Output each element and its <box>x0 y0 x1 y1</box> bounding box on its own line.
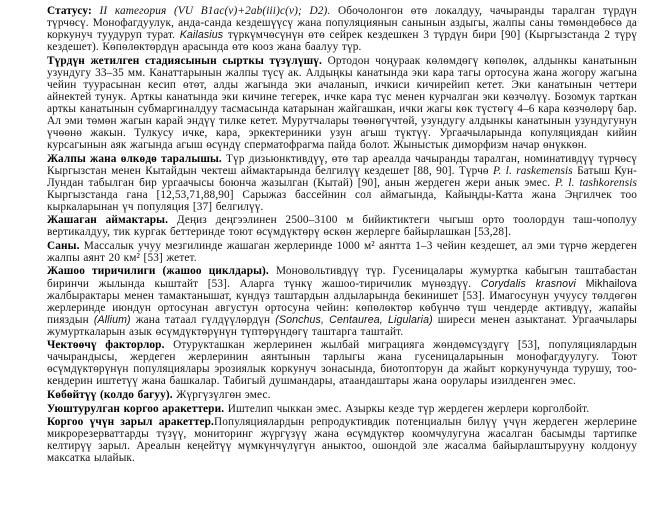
text-segment: Деңиз деңгээлинен 2500–3100 м бийиктиктеги чыгыш орто тоолордун таш-чополуу вертикалдуу, тик кургак беттеринде тоют өсүмдүктөрү өскөн жерлерге байырлашкан [53,28]. <box>47 214 637 239</box>
text-segment: Жүргүзүлгөн эмес. <box>172 388 271 401</box>
paragraph <box>47 403 637 415</box>
section-heading: Жалпы жана өлкөдө таралышы. <box>47 152 222 165</box>
text-segment: Популяциялардын репродуктивдик потенциалын билүү үчүн жердеген жерлерине микрорезерваттарды түзүү, мониторинг жүргүзүү жана өсүмдүктөр коомчулугуна жасалган басымды тартипке келтирүү зарыл. Ареалын кеңейтүү мүмкүнчүлүгүн аныктоо, ошондой эле жасалма байырлаштырууну колдонуу максатка ылайык. <box>47 416 638 465</box>
paragraph <box>47 214 637 238</box>
text-segment: Отурукташкан жерлеринен жылбай миграцияга жөндөмсүздүгү [53], популяциялардын чачырандысы, жердеген жерлеринин аянтынын тарлыгы жана гусеницаларынын монофагдуулугу. Тоют өсүмдүктөрүнүн популяциялары эрозиялык коркунуч зонасында, биотопторун да жайыт коркунучунда турушу, тоо-кендерин иштетүү жана башкалар. Табигый душмандары, атаандаштары жана оорулары изилденген эмес. <box>47 339 637 388</box>
section-heading: Жашоо тиричилиги (жашоо циклдары). <box>47 265 269 278</box>
text-segment: Түр дизьюнктивдүү, өтө тар ареалда чачыранды таралган, номинативдүү түрчөсү Кыргызстан менен Кытайдын чектеш аймактарында белгилүү кездешет [88, 90]. Түрчө <box>47 152 637 177</box>
paragraph <box>47 265 637 337</box>
section-heading: Уюштурулган коргоо аракеттери. <box>47 402 225 415</box>
text-segment: Батыш Кун-Лундан табылган бир ургаачысы боюнча жазылган (Кытай) [90], анын жердеген жери анык эмес. <box>47 164 638 189</box>
section-heading: Саны. <box>47 239 80 252</box>
paragraph <box>47 153 637 213</box>
section-heading: Көбөйтүү (колдо багуу). <box>47 388 173 401</box>
text-segment: Иштелип чыккан эмес. Азыркы кезде түр жердеген жерлери корголбойт. <box>224 402 590 415</box>
text-segment: жалбырактары менен тамактанышат, күндүз таштардын алдыларында бекинишет [53]. Имагосунун учуусу төлдөгөн жерлеринде июндун ортосунан августун ортосуна чейин: көпөлөктөр көбүнчө түш чендерде активдүү, жапайы пияздын <box>47 289 637 326</box>
text-segment: (Sonchus, Centaurea, Ligularia) <box>275 313 433 326</box>
text-segment: ширеси менен азыктанат. Ургаачылары жумурткаларын азык өсүмдүктөрүнүн түптөрүндөгү таштарга таштайт. <box>47 313 637 338</box>
section-heading: Жашаган аймактары. <box>47 214 169 227</box>
text-segment: Моновольтивдүү түр. Гусеницалары жумуртка кабыгын таштабастан биринчи жылында кыштайт [53]. Аларга түнкү жашоо-тиричилик мүнөздүү. <box>47 265 638 290</box>
text-segment: Кыргызстанда гана [12,53,71,88,90] Сарыжаз бассейнин сол аймагында, Кайыңды-Катта жана Эңгилчек тоо кыркаларынан үч популяция [37] белгилүү. <box>47 188 637 213</box>
paragraph <box>47 339 637 387</box>
text-segment: Kailasius <box>179 29 224 42</box>
text-segment: II категория (VU B1ac(v)+2ab(iii)c(v); D2). <box>91 5 338 17</box>
paragraph <box>47 389 637 401</box>
paragraph <box>47 55 637 151</box>
paragraph <box>47 240 637 264</box>
text-segment: P. l. raskemensis <box>492 164 573 177</box>
paragraph <box>47 416 637 464</box>
text-segment: (Allium) <box>93 313 131 326</box>
text-segment: Ортодон чоңураак көлөмдөгү көпөлөк, алдынкы канатынын узундугу 33–35 мм. Канаттарынын жалпы түсү ак. Алдыңкы канатында эки кара тагы ортосуна жана жогору жагына чейин туурасынан кесип өтөт, алды жагында эки ачаланып, ичкиси кичирейип кетет. Эки канатынын четтери айнектей тунук. Арткы канатында эки кичине тегерек, ичке кара түс менен курчалган эки көзчөлүү. Бозомук тарткан арткы канатынын субмаргиналдуу тасмасында катарынан жайгашкан, ички жагы көк түстөгү 4–6 кара көзчөлөрү бар. Ал эми төмөн жагын карай эндүү тилке кетет. Мурутчалары төөнөгүчтөй, узундугу алдынкы канатынын узундугунун үчөөнө жакын. Тулкусу ичке, кара, эркектериники узун агыш түктүү. Ургаачыларында копуляциядан кийин курсагынын аяк жагында агыш өсүндү сперматофрагма пайда болот. Жыныстык диморфизм начар өнүккөн. <box>47 54 638 152</box>
text-segment: жана татаал гүлдүүлөрдүн <box>130 313 276 326</box>
document-text <box>47 5 637 464</box>
text-segment: P. l. tashkorensis <box>555 176 637 189</box>
text-segment: Массалык учуу мезгилинде жашаган жерлеринде 1000 м² аянтта 1–3 чейин кездешет, ал эми түрчө жердеген жалпы аянт 20 км² [53] жетет. <box>47 239 637 264</box>
section-heading: Түрдүн жетилген стадиясынын сырткы түзүлүшү. <box>47 54 322 67</box>
section-heading: Коргоо үчүн зарыл аракеттер. <box>47 416 214 429</box>
section-heading: Чектөөчү факторлор. <box>47 339 165 352</box>
text-segment: Corydalis krasnovi <box>480 277 577 290</box>
paragraph <box>47 5 637 53</box>
text-segment: Обочолонгон өтө локалдуу, чачыранды таралган түрдүн түрчөсү. Монофагдуулук, анда-санда кездешүүсү жана популяциянын санынын аздыгы, жалпы саны төмөндөбөсө да коркунуч туудуруп турат. <box>47 5 638 42</box>
section-heading: Статусу: <box>47 5 92 17</box>
text-segment: түркүмчөсүнүн өтө сейрек кездешкен 3 түрдүн бири [90] (Кыргызстанда 2 түрү кездешет). Көпөлөктөрдүн арасында өтө кооз жана баалуу түр. <box>47 29 637 54</box>
text-segment: Mikhailova <box>576 277 637 290</box>
